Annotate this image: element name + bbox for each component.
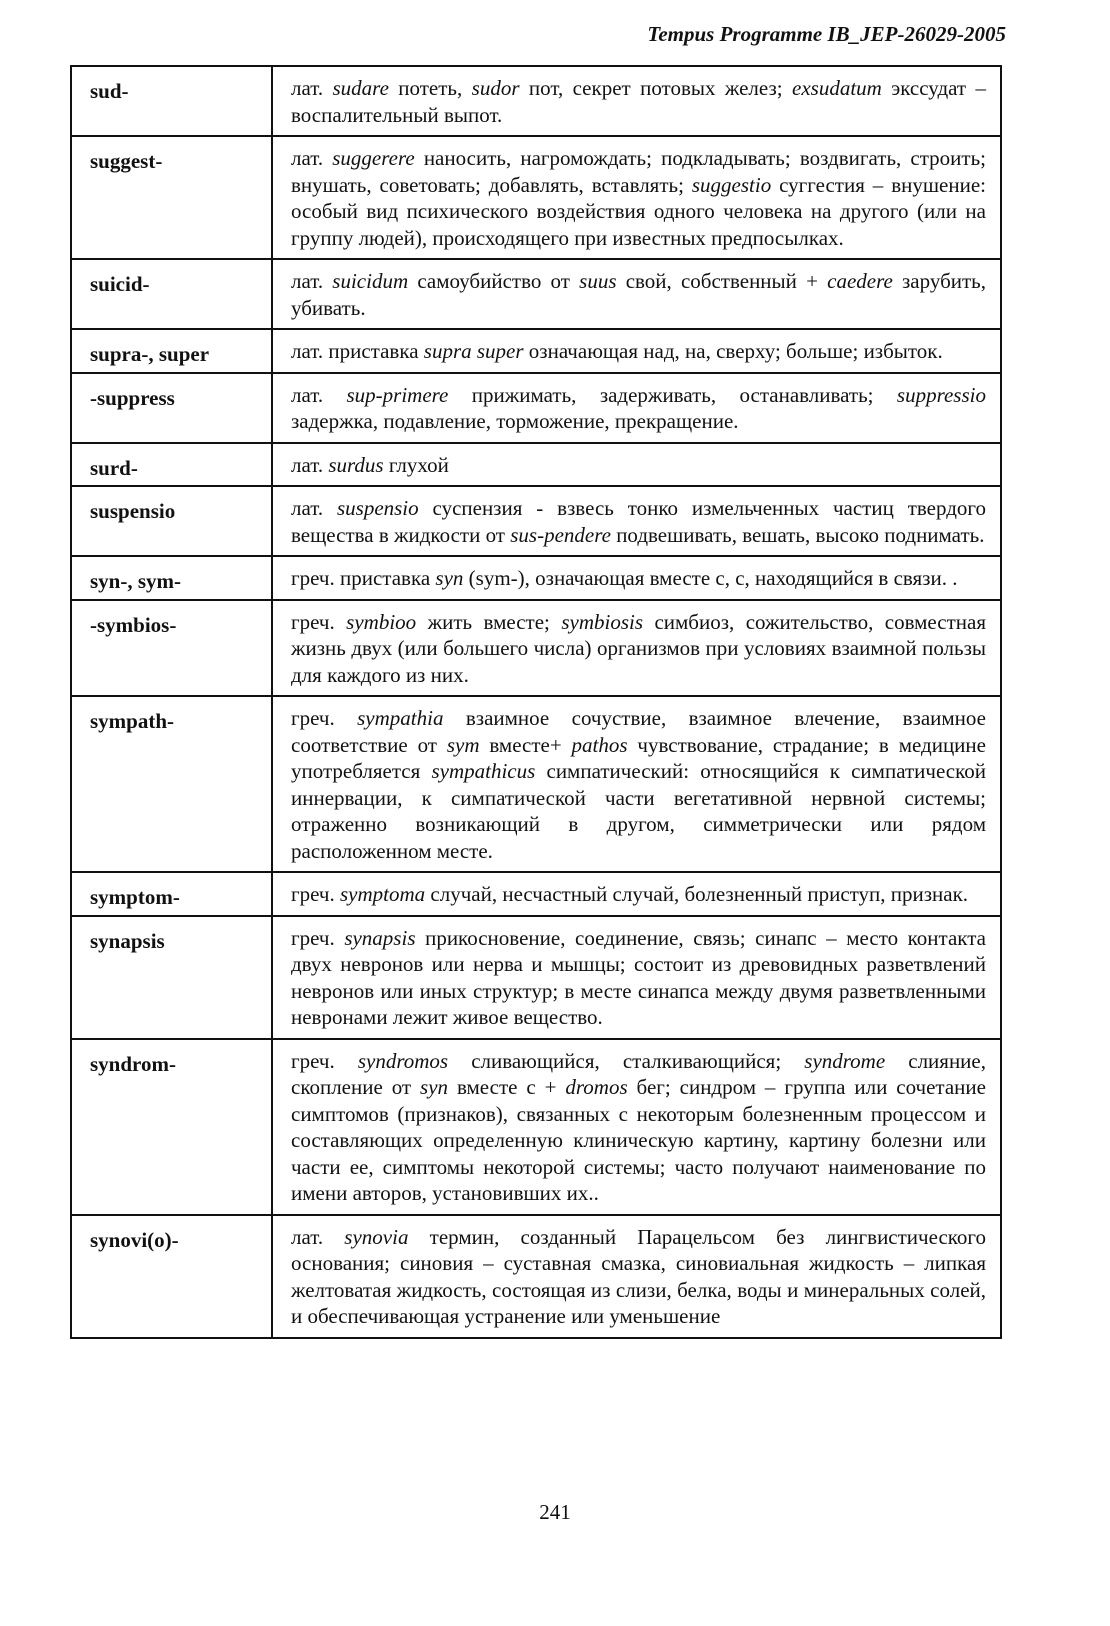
- definition-text: лат.: [291, 146, 333, 170]
- definition-latin-term: synapsis: [344, 925, 416, 950]
- entry-definition: [272, 600, 1001, 697]
- definition-text: (sym-), означающая вместе с, с, находящийся в связи. .: [463, 566, 958, 590]
- glossary-entry-row: [71, 696, 1001, 872]
- glossary-rows: [71, 66, 1001, 1338]
- definition-latin-term: suggestio: [691, 172, 772, 197]
- entry-definition: [272, 556, 1001, 600]
- entry-term: sud-: [71, 66, 272, 136]
- definition-latin-term: sympathicus: [431, 759, 536, 783]
- definition-text: подвешивать, вешать, высоко поднимать.: [610, 522, 985, 547]
- definition-text: взаимное сочуствие, взаимное влечение, взаимное соответствие от: [291, 706, 986, 757]
- entry-definition: [272, 443, 1001, 487]
- definition-text: лат. приставка: [291, 339, 424, 363]
- definition-text: симбиоз, сожительство, совместная жизнь двух (или большего числа) организмов при условиях взаимной пользы для каждого из них.: [291, 609, 986, 687]
- definition-latin-term: syndrome: [804, 1048, 886, 1073]
- definition-text: суспензия - взвесь тонко измельченных частиц твердого вещества в жидкости от: [291, 496, 986, 547]
- definition-text: лат.: [291, 1224, 345, 1249]
- definition-text: потеть,: [388, 76, 472, 100]
- definition-text: зарубить, убивать.: [291, 269, 986, 320]
- definition-latin-term: sympathia: [357, 706, 444, 730]
- definition-latin-term: suicidum: [332, 269, 409, 293]
- entry-definition: [272, 329, 1001, 373]
- definition-text: вместе с +: [448, 1075, 566, 1099]
- entry-definition: [272, 872, 1001, 916]
- definition-text: глухой: [383, 452, 449, 477]
- entry-term: suicid-: [71, 259, 272, 329]
- definition-latin-term: syndromos: [357, 1048, 449, 1073]
- running-header: Tempus Programme IB_JEP-26029-2005: [647, 22, 1006, 46]
- definition-text: пот, секрет потовых желез;: [519, 76, 792, 100]
- definition-text: случай, несчастный случай, болезненный приступ, признак.: [425, 882, 969, 906]
- entry-term: surd-: [71, 443, 272, 487]
- definition-latin-term: symptoma: [339, 882, 426, 906]
- definition-text: лат.: [291, 496, 337, 520]
- definition-latin-term: syn: [435, 566, 464, 590]
- entry-definition: [272, 136, 1001, 259]
- definition-latin-term: suus: [579, 269, 617, 293]
- glossary-entry-row: [71, 373, 1001, 443]
- definition-text: сливающийся, сталкивающийся;: [448, 1048, 805, 1073]
- glossary-entry-row: [71, 556, 1001, 600]
- entry-term: syndrom-: [71, 1039, 272, 1215]
- glossary-entry-row: [71, 486, 1001, 556]
- definition-text: слияние, скопление от: [291, 1048, 986, 1099]
- glossary-table: [70, 65, 1002, 1339]
- glossary-entry-row: [71, 66, 1001, 136]
- entry-term: synapsis: [71, 916, 272, 1039]
- definition-text: прижимать, задерживать, останавливать;: [448, 382, 897, 407]
- definition-latin-term: suppressio: [896, 382, 986, 407]
- definition-text: жить вместе;: [416, 609, 562, 634]
- definition-latin-term: sus-pendere: [510, 522, 611, 547]
- definition-latin-term: syn: [420, 1075, 449, 1099]
- definition-text: лат.: [291, 269, 333, 293]
- definition-text: лат.: [291, 452, 329, 477]
- entry-term: symptom-: [71, 872, 272, 916]
- definition-latin-term: sudor: [471, 76, 520, 100]
- definition-text: лат.: [291, 382, 347, 407]
- glossary-entry-row: [71, 872, 1001, 916]
- entry-term: suggest-: [71, 136, 272, 259]
- definition-text: задержка, подавление, торможение, прекращение.: [291, 409, 739, 433]
- entry-definition: [272, 1215, 1001, 1338]
- glossary-entry-row: [71, 443, 1001, 487]
- definition-latin-term: caedere: [827, 269, 893, 293]
- definition-text: термин, созданный Парацельсом без лингвистического основания; синовия – суставная смазка, синовиальная жидкость – липкая желтоватая жидкость, состоящая из слизи, белка, воды и минеральных солей, и обеспечивающая устранение или уменьшение: [291, 1224, 986, 1328]
- glossary-entry-row: [71, 916, 1001, 1039]
- glossary-entry-row: [71, 600, 1001, 697]
- definition-text: вместе+: [479, 732, 572, 757]
- definition-text: суггестия – внушение: особый вид психического воздействия одного человека на другого (или на группу людей), происходящего при известных предпосылках.: [291, 172, 986, 250]
- entry-term: syn-, sym-: [71, 556, 272, 600]
- entry-term: suspensio: [71, 486, 272, 556]
- definition-latin-term: exsudatum: [792, 76, 882, 100]
- entry-term: -suppress: [71, 373, 272, 443]
- entry-definition: [272, 486, 1001, 556]
- entry-definition: [272, 696, 1001, 872]
- entry-term: -symbios-: [71, 600, 272, 697]
- definition-text: греч.: [291, 925, 345, 950]
- definition-latin-term: sup-primere: [346, 382, 449, 407]
- definition-text: греч.: [291, 1048, 358, 1073]
- definition-text: греч.: [291, 706, 358, 730]
- definition-text: наносить, нагромождать; подкладывать; воздвигать, строить; внушать, советовать; добавлять, вставлять;: [291, 146, 986, 197]
- definition-latin-term: symbioo: [346, 609, 417, 634]
- glossary-entry-row: [71, 136, 1001, 259]
- definition-latin-term: sym: [446, 732, 480, 757]
- definition-latin-term: dromos: [565, 1075, 628, 1099]
- entry-definition: [272, 66, 1001, 136]
- definition-latin-term: suggerere: [332, 146, 415, 170]
- definition-text: симпатический: относящийся к симпатической иннервации, к симпатической части вегетативной нервной системы; отраженно возникающий в другом, симметрически или рядом расположенном месте.: [291, 759, 986, 863]
- glossary-entry-row: [71, 259, 1001, 329]
- definition-text: греч.: [291, 882, 340, 906]
- definition-latin-term: pathos: [571, 732, 628, 757]
- entry-definition: [272, 916, 1001, 1039]
- definition-text: означающая над, на, сверху; больше; избыток.: [523, 339, 943, 363]
- entry-definition: [272, 1039, 1001, 1215]
- entry-definition: [272, 373, 1001, 443]
- definition-text: самоубийство от: [408, 269, 580, 293]
- definition-latin-term: symbiosis: [561, 609, 644, 634]
- definition-latin-term: surdus: [328, 452, 384, 477]
- entry-term: synovi(o)-: [71, 1215, 272, 1338]
- definition-text: лат.: [291, 76, 333, 100]
- glossary-entry-row: [71, 1039, 1001, 1215]
- definition-text: прикосновение, соединение, связь; синапс – место контакта двух невронов или нерва и мышцы; состоит из древовидных разветвлений невронов или иных структур; в месте синапса между двумя разветвленными невронами лежит живое вещество.: [291, 925, 986, 1029]
- entry-term: supra-, super: [71, 329, 272, 373]
- glossary-entry-row: [71, 1215, 1001, 1338]
- page-number: 241: [539, 1500, 571, 1524]
- entry-term: sympath-: [71, 696, 272, 872]
- definition-text: свой, собственный +: [616, 269, 828, 293]
- definition-text: чувствование, страдание; в медицине употребляется: [291, 732, 986, 783]
- definition-text: бег; синдром – группа или сочетание симптомов (признаков), связанных с некоторым болезненным процессом и составляющих определенную клиническую картину, картину болезни или части ее, симптомы некоторой системы; часто получают наименование по имени авторов, установивших их..: [291, 1075, 986, 1205]
- definition-latin-term: sudare: [332, 76, 389, 100]
- definition-latin-term: synovia: [344, 1224, 409, 1249]
- definition-latin-term: suspensio: [336, 496, 419, 520]
- definition-latin-term: supra super: [423, 339, 524, 363]
- glossary-entry-row: [71, 329, 1001, 373]
- entry-definition: [272, 259, 1001, 329]
- definition-text: греч.: [291, 609, 347, 634]
- definition-text: греч. приставка: [291, 566, 436, 590]
- definition-text: экссудат – воспалительный выпот.: [291, 76, 986, 127]
